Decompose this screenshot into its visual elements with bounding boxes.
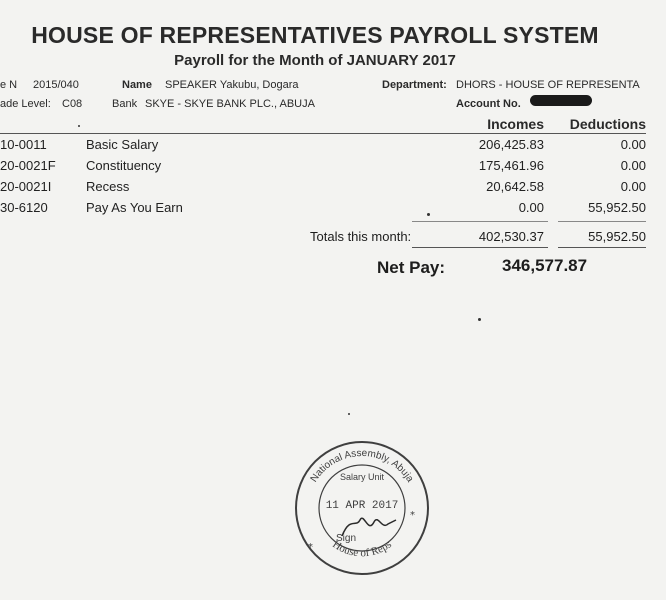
total-deductions: 55,952.50 xyxy=(588,229,646,244)
stamp-bottom-text: House of Reps xyxy=(330,538,394,560)
line-deduction: 0.00 xyxy=(620,158,646,173)
employee-name: SPEAKER Yakubu, Dogara xyxy=(165,79,299,91)
table-row xyxy=(0,137,666,157)
scan-speck xyxy=(427,213,430,216)
line-deduction: 0.00 xyxy=(620,137,646,152)
line-income: 20,642.58 xyxy=(486,179,544,194)
employee-number: 2015/040 xyxy=(33,79,79,91)
line-income: 175,461.96 xyxy=(478,158,544,173)
line-income: 206,425.83 xyxy=(478,137,544,152)
stamp-star-right: * xyxy=(410,510,415,521)
net-pay-value: 346,577.87 xyxy=(502,256,588,275)
table-row xyxy=(0,179,666,199)
line-code: 20-0021I xyxy=(0,179,52,194)
official-stamp xyxy=(292,438,432,578)
income-total-rule xyxy=(412,247,548,248)
employee-number-label: e N xyxy=(0,79,18,91)
totals-label: Totals this month: xyxy=(310,229,412,244)
net-pay-label: Net Pay: xyxy=(377,258,446,277)
line-deduction: 55,952.50 xyxy=(588,200,646,215)
incomes-header: Incomes xyxy=(487,116,544,132)
line-description: Basic Salary xyxy=(86,137,159,152)
total-incomes: 402,530.37 xyxy=(478,229,544,244)
scan-speck xyxy=(348,413,350,415)
scan-speck xyxy=(78,125,80,127)
line-code: 10-0011 xyxy=(0,137,47,152)
department-value: DHORS - HOUSE OF REPRESENTA xyxy=(456,79,640,91)
deduction-total-rule xyxy=(558,247,646,248)
department-label: Department: xyxy=(382,79,447,91)
stamp-star-left: * xyxy=(308,542,313,553)
line-income: 0.00 xyxy=(518,200,544,215)
redaction-bar xyxy=(530,95,592,106)
income-subtotal-rule xyxy=(412,221,548,222)
document-subtitle: Payroll for the Month of JANUARY 2017 xyxy=(174,52,456,69)
header-rule xyxy=(0,133,646,134)
name-label: Name xyxy=(122,79,152,91)
stamp-date: 11 APR 2017 xyxy=(325,500,399,512)
grade-level-label: ade Level: xyxy=(0,98,51,110)
table-row xyxy=(0,200,666,220)
grade-level: C08 xyxy=(62,98,83,110)
line-description: Pay As You Earn xyxy=(86,200,183,215)
stamp-sign-label: Sign xyxy=(336,533,357,544)
bank-value: SKYE - SKYE BANK PLC., ABUJA xyxy=(145,98,315,110)
line-code: 30-6120 xyxy=(0,200,48,215)
deduction-subtotal-rule xyxy=(558,221,646,222)
deductions-header: Deductions xyxy=(569,116,646,132)
document-title: HOUSE OF REPRESENTATIVES PAYROLL SYSTEM xyxy=(31,22,599,48)
line-code: 20-0021F xyxy=(0,158,56,173)
line-description: Recess xyxy=(86,179,130,194)
account-number-label: Account No. xyxy=(456,98,521,110)
table-row xyxy=(0,158,666,178)
bank-label: Bank xyxy=(112,98,138,110)
line-description: Constituency xyxy=(86,158,162,173)
line-deduction: 0.00 xyxy=(620,179,646,194)
scan-speck xyxy=(478,318,481,321)
stamp-outer-text: National Assembly, Abuja xyxy=(308,447,416,485)
stamp-unit: Salary Unit xyxy=(339,472,385,482)
